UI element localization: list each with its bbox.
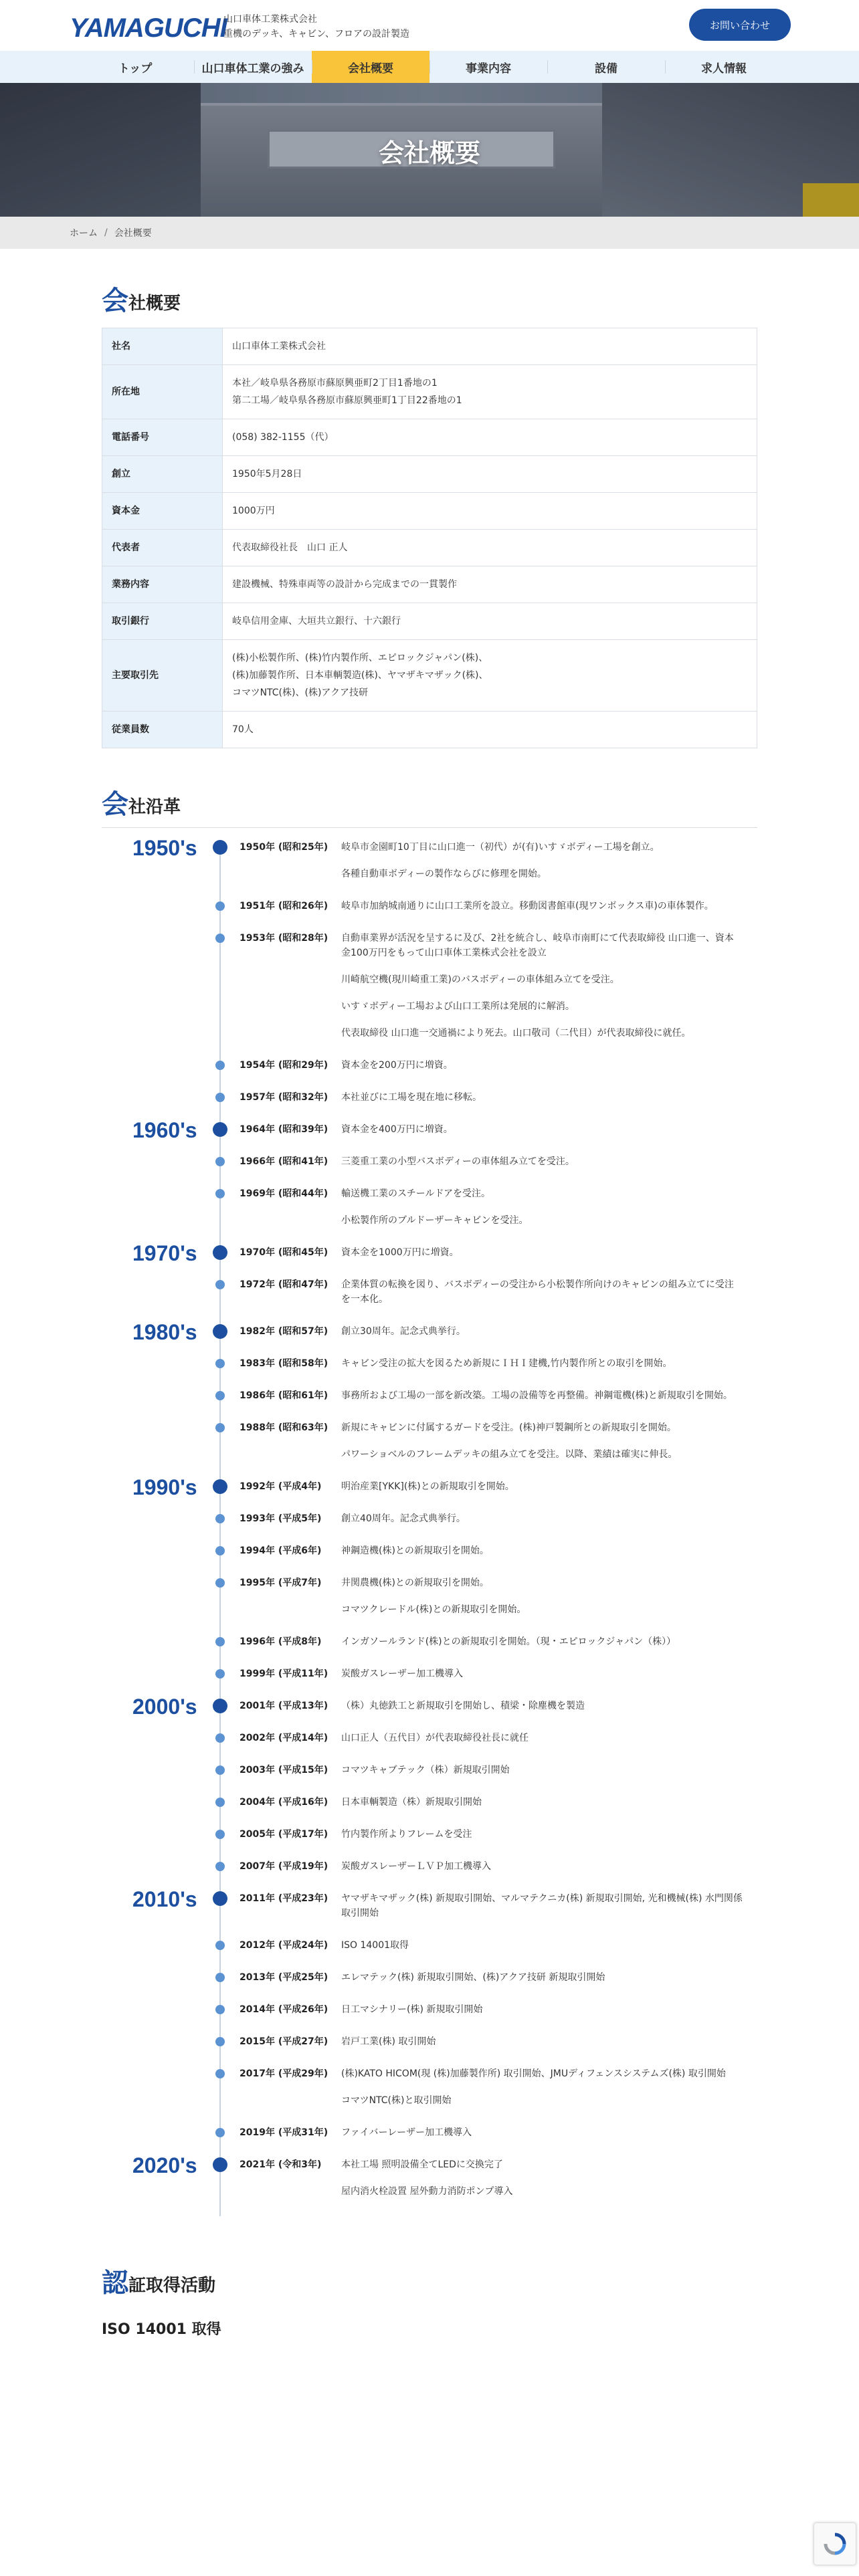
event-texts bbox=[341, 1324, 743, 1339]
profile-key: 主要取引先 bbox=[102, 640, 223, 712]
timeline-dot bbox=[215, 1830, 225, 1839]
event-text: 新規にキャビンに付属するガードを受注。(株)神戸製鋼所との新規取引を開始。 bbox=[341, 1422, 676, 1433]
timeline-dot bbox=[215, 2037, 225, 2046]
company-profile-section bbox=[102, 288, 757, 748]
event-date: 2021年 (令和3年) bbox=[240, 2159, 322, 2170]
profile-row bbox=[102, 456, 757, 493]
profile-value-line: 本社／岐阜県各務原市蘇原興亜町2丁目1番地の1 bbox=[232, 378, 438, 389]
event-date: 1999年 (平成11年) bbox=[240, 1669, 328, 1679]
timeline-dot bbox=[215, 1423, 225, 1432]
timeline-decade bbox=[102, 1241, 757, 1307]
certification-heading-first: 認 bbox=[102, 2268, 128, 2298]
event-date: 1992年 (平成4年) bbox=[240, 1481, 322, 1492]
event-texts bbox=[341, 1891, 743, 1921]
event-date: 2013年 (平成25年) bbox=[240, 1972, 328, 1983]
event-text: 創立40周年。記念式典挙行。 bbox=[341, 1513, 466, 1524]
event-texts bbox=[341, 1356, 743, 1371]
timeline-event bbox=[102, 1245, 757, 1260]
timeline-dot bbox=[213, 2157, 227, 2172]
profile-value-line: (058) 382-1155（代） bbox=[232, 432, 334, 443]
decade-label: 2000's bbox=[132, 1695, 197, 1719]
timeline-dot bbox=[215, 1973, 225, 1982]
profile-key: 取引銀行 bbox=[102, 603, 223, 640]
event-texts bbox=[341, 1511, 743, 1526]
profile-row bbox=[102, 530, 757, 566]
profile-value-line: 建設機械、特殊車両等の設計から完成までの一貫製作 bbox=[232, 579, 457, 590]
timeline-event bbox=[102, 2066, 757, 2108]
event-date: 2003年 (平成15年) bbox=[240, 1765, 328, 1776]
timeline-dot bbox=[215, 934, 225, 943]
timeline-dot bbox=[213, 840, 227, 855]
event-text: 本社工場 照明設備全てLEDに交換完了 bbox=[341, 2159, 503, 2170]
timeline-dot bbox=[215, 1093, 225, 1102]
timeline-dot bbox=[213, 1699, 227, 1713]
decade-label: 1970's bbox=[132, 1241, 197, 1265]
event-texts bbox=[341, 1634, 743, 1649]
profile-value bbox=[223, 640, 757, 712]
timeline-event bbox=[102, 1277, 757, 1307]
profile-row bbox=[102, 566, 757, 603]
timeline-event bbox=[102, 1356, 757, 1371]
main-nav bbox=[0, 51, 859, 83]
timeline-dot bbox=[215, 1157, 225, 1166]
event-text: コマツキャブテック（株）新規取引開始 bbox=[341, 1765, 510, 1776]
event-texts bbox=[341, 1058, 743, 1073]
event-text: 自動車業界が活況を呈するに及び、2社を統合し、岐阜市南町にて代表取締役 山口進一、資本金100万円をもって山口車体工業株式会社を設立 bbox=[341, 933, 734, 958]
certification-section bbox=[102, 2270, 757, 2339]
profile-heading bbox=[102, 288, 757, 324]
profile-value bbox=[223, 712, 757, 748]
timeline-event bbox=[102, 1891, 757, 1921]
page-title: 会社概要 bbox=[378, 138, 480, 168]
profile-value-line: 山口車体工業株式会社 bbox=[232, 341, 326, 352]
event-text: コマツクレードル(株)との新規取引を開始。 bbox=[341, 1604, 527, 1615]
profile-value-line: 第二工場／岐阜県各務原市蘇原興亜町1丁目22番地の1 bbox=[232, 395, 462, 406]
event-texts bbox=[341, 2125, 743, 2140]
timeline-decade bbox=[102, 1118, 757, 1228]
event-text: キャビン受注の拡大を図るため新規にＩＨＩ建機,竹内製作所との取引を開始。 bbox=[341, 1358, 672, 1369]
site-header bbox=[0, 0, 859, 51]
event-date: 1995年 (平成7年) bbox=[240, 1578, 322, 1588]
event-text: コマツNTC(株)と取引開始 bbox=[341, 2095, 452, 2106]
timeline-dot bbox=[215, 1941, 225, 1950]
event-date: 1972年 (昭和47年) bbox=[240, 1279, 328, 1290]
event-texts bbox=[341, 1576, 743, 1617]
nav-item-equipment[interactable]: 設備 bbox=[547, 51, 665, 83]
profile-value-line: 1000万円 bbox=[232, 506, 275, 516]
event-text: 日本車輌製造（株）新規取引開始 bbox=[341, 1797, 482, 1808]
event-date: 1957年 (昭和32年) bbox=[240, 1092, 328, 1103]
timeline-dot bbox=[213, 1245, 227, 1260]
timeline-event bbox=[102, 1058, 757, 1073]
event-texts bbox=[341, 1543, 743, 1558]
event-texts bbox=[341, 1388, 743, 1403]
profile-value-line: 70人 bbox=[232, 724, 254, 735]
timeline-event bbox=[102, 840, 757, 881]
event-text: 屋内消火栓設置 屋外動力消防ポンプ導入 bbox=[341, 2186, 513, 2197]
event-text: エレマテック(株) 新規取引開始、(株)アクア技研 新規取引開始 bbox=[341, 1972, 605, 1983]
timeline-decade bbox=[102, 1695, 757, 1874]
profile-value bbox=[223, 493, 757, 530]
profile-key: 資本金 bbox=[102, 493, 223, 530]
event-text: 日工マシナリー(株) 新規取引開始 bbox=[341, 2004, 483, 2015]
event-texts bbox=[341, 1859, 743, 1874]
timeline-dot bbox=[215, 1798, 225, 1807]
timeline-dot bbox=[215, 1391, 225, 1400]
breadcrumb-separator: / bbox=[104, 227, 108, 238]
timeline-event bbox=[102, 1827, 757, 1842]
decade-label: 1950's bbox=[132, 836, 197, 860]
recaptcha-icon bbox=[823, 2532, 847, 2556]
timeline-dot bbox=[213, 1324, 227, 1339]
profile-value-line: (株)小松製作所、(株)竹内製作所、エピロックジャパン(株)、 bbox=[232, 653, 488, 663]
timeline-event bbox=[102, 1511, 757, 1526]
event-date: 1950年 (昭和25年) bbox=[240, 842, 328, 853]
header-tagline-text: 重機のデッキ、キャビン、フロアの設計製造 bbox=[223, 29, 410, 39]
timeline-decade bbox=[102, 1475, 757, 1681]
event-texts bbox=[341, 1699, 743, 1713]
history-heading-wrap bbox=[102, 791, 757, 828]
event-text: 創立30周年。記念式典挙行。 bbox=[341, 1326, 466, 1337]
profile-value-line: (株)加藤製作所、日本車輌製造(株)、ヤマザキマザック(株)、 bbox=[232, 670, 488, 681]
event-texts bbox=[341, 1667, 743, 1681]
timeline-event bbox=[102, 931, 757, 1041]
profile-value-line: コマツNTC(株)、(株)アクア技研 bbox=[232, 687, 368, 698]
event-text: (株)KATO HICOM(現 (株)加藤製作所) 取引開始、JMUディフェンスシステムズ(株) 取引開始 bbox=[341, 2068, 726, 2079]
event-texts bbox=[341, 1731, 743, 1745]
timeline-dot bbox=[215, 1280, 225, 1289]
decade-label: 1990's bbox=[132, 1475, 197, 1499]
event-text: ISO 14001取得 bbox=[341, 1940, 409, 1951]
event-date: 2004年 (平成16年) bbox=[240, 1797, 328, 1808]
event-date: 2001年 (平成13年) bbox=[240, 1701, 328, 1711]
event-text: インガソールランド(株)との新規取引を開始。（現・エピロックジャパン（株）） bbox=[341, 1636, 676, 1647]
timeline-decade bbox=[102, 1887, 757, 2140]
timeline-event bbox=[102, 2034, 757, 2049]
event-texts bbox=[341, 1970, 743, 1985]
recaptcha-badge[interactable] bbox=[814, 2523, 856, 2565]
timeline-event bbox=[102, 1576, 757, 1617]
breadcrumb bbox=[0, 217, 859, 249]
event-date: 1970年 (昭和45年) bbox=[240, 1247, 328, 1258]
event-texts bbox=[341, 2034, 743, 2049]
event-text: 炭酸ガスレーザー加工機導入 bbox=[341, 1669, 463, 1679]
timeline-dot bbox=[215, 1359, 225, 1368]
event-date: 2011年 (平成23年) bbox=[240, 1893, 328, 1904]
event-date: 1988年 (昭和63年) bbox=[240, 1422, 328, 1433]
event-text: 企業体質の転換を図り、バスボディーの受注から小松製作所向けのキャビンの組み立てに受注を一本化。 bbox=[341, 1279, 734, 1305]
timeline-decade bbox=[102, 1320, 757, 1462]
profile-row bbox=[102, 365, 757, 419]
event-text: 三菱重工業の小型バスボディーの車体組み立てを受注。 bbox=[341, 1156, 575, 1167]
event-date: 1966年 (昭和41年) bbox=[240, 1156, 328, 1167]
nav-item-business[interactable]: 事業内容 bbox=[430, 51, 547, 83]
profile-key: 電話番号 bbox=[102, 419, 223, 456]
timeline-event bbox=[102, 899, 757, 914]
event-date: 1954年 (昭和29年) bbox=[240, 1060, 328, 1071]
event-date: 2015年 (平成27年) bbox=[240, 2036, 328, 2047]
event-texts bbox=[341, 2066, 743, 2108]
certification-heading bbox=[102, 2270, 757, 2306]
event-texts bbox=[341, 899, 743, 914]
event-text: 岐阜市金園町10丁目に山口進一（初代）が(有)いすゞボディー工場を創立。 bbox=[341, 842, 660, 853]
timeline-dot bbox=[215, 1578, 225, 1588]
hero-banner bbox=[0, 83, 859, 217]
timeline-dot bbox=[213, 1479, 227, 1494]
event-date: 1994年 (平成6年) bbox=[240, 1545, 322, 1556]
timeline-event bbox=[102, 1763, 757, 1778]
timeline-event bbox=[102, 2002, 757, 2017]
event-text: 各種自動車ボディーの製作ならびに修理を開始。 bbox=[341, 869, 547, 879]
profile-key: 従業員数 bbox=[102, 712, 223, 748]
decade-label: 1960's bbox=[132, 1118, 197, 1142]
timeline-event bbox=[102, 1938, 757, 1953]
profile-row bbox=[102, 328, 757, 365]
timeline-event bbox=[102, 1731, 757, 1745]
nav-item-recruit[interactable]: 求人情報 bbox=[665, 51, 783, 83]
timeline-decade bbox=[102, 2153, 757, 2199]
history-timeline bbox=[102, 836, 757, 2230]
history-heading bbox=[102, 791, 757, 827]
decade-label: 1980's bbox=[132, 1320, 197, 1344]
event-texts bbox=[341, 1186, 743, 1228]
event-text: 輸送機工業のスチールドアを受注。 bbox=[341, 1188, 491, 1199]
event-texts bbox=[341, 1277, 743, 1307]
history-section bbox=[102, 791, 757, 2230]
profile-row bbox=[102, 603, 757, 640]
timeline-dot bbox=[215, 2069, 225, 2078]
profile-row bbox=[102, 640, 757, 712]
event-text: 資本金を1000万円に増資。 bbox=[341, 1247, 459, 1258]
event-texts bbox=[341, 2157, 743, 2199]
decade-label: 2010's bbox=[132, 1887, 197, 1911]
timeline-dot bbox=[215, 901, 225, 911]
nav-item-company[interactable]: 会社概要 bbox=[312, 51, 430, 83]
timeline-dot bbox=[213, 1891, 227, 1906]
timeline-dot bbox=[215, 2005, 225, 2014]
timeline-event bbox=[102, 1970, 757, 1985]
timeline-event bbox=[102, 1699, 757, 1713]
profile-key: 代表者 bbox=[102, 530, 223, 566]
event-date: 2012年 (平成24年) bbox=[240, 1940, 328, 1951]
timeline-event bbox=[102, 1667, 757, 1681]
profile-table bbox=[102, 328, 757, 748]
event-text: 岐阜市加納城南通りに山口工業所を設立。移動図書館車(現ワンボックス車)の車体製作。 bbox=[341, 901, 714, 911]
event-text: 竹内製作所よりフレームを受注 bbox=[341, 1829, 472, 1840]
event-date: 1996年 (平成8年) bbox=[240, 1636, 322, 1647]
timeline-event bbox=[102, 1154, 757, 1169]
profile-heading-first: 会 bbox=[102, 286, 128, 316]
profile-row bbox=[102, 712, 757, 748]
event-date: 2007年 (平成19年) bbox=[240, 1861, 328, 1872]
timeline-event bbox=[102, 1388, 757, 1403]
timeline-event bbox=[102, 1090, 757, 1105]
header-tagline bbox=[223, 12, 409, 41]
profile-value bbox=[223, 328, 757, 365]
timeline-dot bbox=[215, 1669, 225, 1679]
event-texts bbox=[341, 1795, 743, 1810]
profile-value bbox=[223, 365, 757, 419]
event-texts bbox=[341, 931, 743, 1041]
event-date: 1964年 (昭和39年) bbox=[240, 1124, 328, 1135]
event-text: いすゞボディー工場および山口工業所は発展的に解消。 bbox=[341, 1001, 575, 1012]
event-date: 1951年 (昭和26年) bbox=[240, 901, 328, 911]
event-text: 本社並びに工場を現在地に移転。 bbox=[341, 1092, 482, 1103]
certification-subtitle: ISO 14001 取得 bbox=[102, 2321, 221, 2338]
event-date: 1983年 (昭和58年) bbox=[240, 1358, 328, 1369]
event-text: 井関農機(株)との新規取引を開始。 bbox=[341, 1578, 489, 1588]
timeline-event bbox=[102, 1324, 757, 1339]
event-texts bbox=[341, 1938, 743, 1953]
event-text: 代表取締役 山口進一交通禍により死去。山口敬司（二代目）が代表取締役に就任。 bbox=[341, 1028, 691, 1039]
event-date: 1986年 (昭和61年) bbox=[240, 1390, 328, 1401]
event-texts bbox=[341, 1245, 743, 1260]
profile-key: 所在地 bbox=[102, 365, 223, 419]
breadcrumb-home[interactable]: ホーム bbox=[70, 228, 98, 239]
timeline-event bbox=[102, 1859, 757, 1874]
header-company-name: 山口車体工業株式会社 bbox=[223, 14, 317, 25]
event-texts bbox=[341, 1090, 743, 1105]
event-texts bbox=[341, 1122, 743, 1137]
timeline-event bbox=[102, 1186, 757, 1228]
event-text: 明治産業[YKK](株)との新規取引を開始。 bbox=[341, 1481, 514, 1492]
timeline-dot bbox=[215, 1546, 225, 1555]
profile-value-line: 代表取締役社長 山口 正人 bbox=[232, 542, 348, 553]
event-text: 資本金を400万円に増資。 bbox=[341, 1124, 453, 1135]
event-text: 山口正人（五代目）が代表取締役社長に就任 bbox=[341, 1733, 529, 1743]
profile-value bbox=[223, 456, 757, 493]
timeline-decade bbox=[102, 836, 757, 1105]
timeline-event bbox=[102, 1479, 757, 1494]
nav-item-top[interactable]: トップ bbox=[118, 62, 153, 76]
event-texts bbox=[341, 840, 743, 881]
event-date: 1993年 (平成5年) bbox=[240, 1513, 322, 1524]
event-text: ファイバーレーザー加工機導入 bbox=[341, 2127, 472, 2138]
company-logo[interactable]: YAMAGUCHI bbox=[70, 13, 227, 43]
timeline-event bbox=[102, 1634, 757, 1649]
nav-item-strengths[interactable]: 山口車体工業の強み bbox=[194, 51, 312, 83]
event-texts bbox=[341, 1154, 743, 1169]
certification-heading-rest: 証取得活動 bbox=[128, 2276, 216, 2296]
event-texts bbox=[341, 1420, 743, 1462]
event-texts bbox=[341, 2002, 743, 2017]
timeline-event bbox=[102, 1543, 757, 1558]
event-texts bbox=[341, 1763, 743, 1778]
event-date: 2017年 (平成29年) bbox=[240, 2068, 328, 2079]
event-date: 2019年 (平成31年) bbox=[240, 2127, 328, 2138]
event-text: （株）丸徳鉄工と新規取引を開始し、積梁・除塵機を製造 bbox=[341, 1701, 585, 1711]
profile-heading-rest: 社概要 bbox=[128, 294, 181, 314]
event-text: 事務所および工場の一部を新改築。工場の設備等を再整備。神鋼電機(株)と新規取引を開始。 bbox=[341, 1390, 733, 1401]
profile-key: 創立 bbox=[102, 456, 223, 493]
event-text: 炭酸ガスレーザーＬＶＰ加工機導入 bbox=[341, 1861, 491, 1872]
timeline-dot bbox=[215, 2128, 225, 2137]
profile-value-line: 1950年5月28日 bbox=[232, 469, 302, 479]
timeline-dot bbox=[215, 1061, 225, 1070]
timeline-event bbox=[102, 2157, 757, 2199]
profile-value bbox=[223, 566, 757, 603]
contact-button[interactable]: お問い合わせ bbox=[689, 9, 791, 41]
profile-value bbox=[223, 419, 757, 456]
event-date: 2005年 (平成17年) bbox=[240, 1829, 328, 1840]
timeline-dot bbox=[215, 1514, 225, 1523]
timeline-dot bbox=[215, 1189, 225, 1198]
event-text: 岩戸工業(株) 取引開始 bbox=[341, 2036, 436, 2047]
event-texts bbox=[341, 1827, 743, 1842]
timeline-event bbox=[102, 1795, 757, 1810]
history-heading-rest: 社沿革 bbox=[128, 797, 181, 817]
timeline-event bbox=[102, 1420, 757, 1462]
event-date: 1953年 (昭和28年) bbox=[240, 933, 328, 944]
event-texts bbox=[341, 1479, 743, 1494]
profile-key: 業務内容 bbox=[102, 566, 223, 603]
timeline-event bbox=[102, 2125, 757, 2140]
profile-row bbox=[102, 419, 757, 456]
profile-value bbox=[223, 603, 757, 640]
timeline-dot bbox=[215, 1733, 225, 1743]
decade-label: 2020's bbox=[132, 2153, 197, 2177]
event-date: 2002年 (平成14年) bbox=[240, 1733, 328, 1743]
profile-key: 社名 bbox=[102, 328, 223, 365]
timeline-event bbox=[102, 1122, 757, 1137]
event-date: 2014年 (平成26年) bbox=[240, 2004, 328, 2015]
event-text: パワーショベルのフレームデッキの組み立てを受注。以降、業績は確実に伸長。 bbox=[341, 1449, 678, 1460]
timeline-dot bbox=[213, 1122, 227, 1137]
event-date: 1982年 (昭和57年) bbox=[240, 1326, 328, 1337]
timeline-dot bbox=[215, 1862, 225, 1871]
profile-value bbox=[223, 530, 757, 566]
event-text: ヤマザキマザック(株) 新規取引開始、マルマテクニカ(株) 新規取引開始, 光和機械(株) 水門関係取引開始 bbox=[341, 1893, 743, 1919]
profile-value-line: 岐阜信用金庫、大垣共立銀行、十六銀行 bbox=[232, 616, 401, 627]
event-text: 資本金を200万円に増資。 bbox=[341, 1060, 453, 1071]
breadcrumb-current: 会社概要 bbox=[114, 228, 152, 239]
timeline-dot bbox=[215, 1637, 225, 1646]
history-heading-first: 会 bbox=[102, 789, 128, 820]
profile-row bbox=[102, 493, 757, 530]
event-text: 川崎航空機(現川崎重工業)のバスボディーの車体組み立てを受注。 bbox=[341, 974, 619, 985]
event-date: 1969年 (昭和44年) bbox=[240, 1188, 328, 1199]
event-text: 神鋼造機(株)との新規取引を開始。 bbox=[341, 1545, 489, 1556]
timeline-dot bbox=[215, 1765, 225, 1775]
event-text: 小松製作所のブルドーザーキャビンを受注。 bbox=[341, 1215, 529, 1226]
